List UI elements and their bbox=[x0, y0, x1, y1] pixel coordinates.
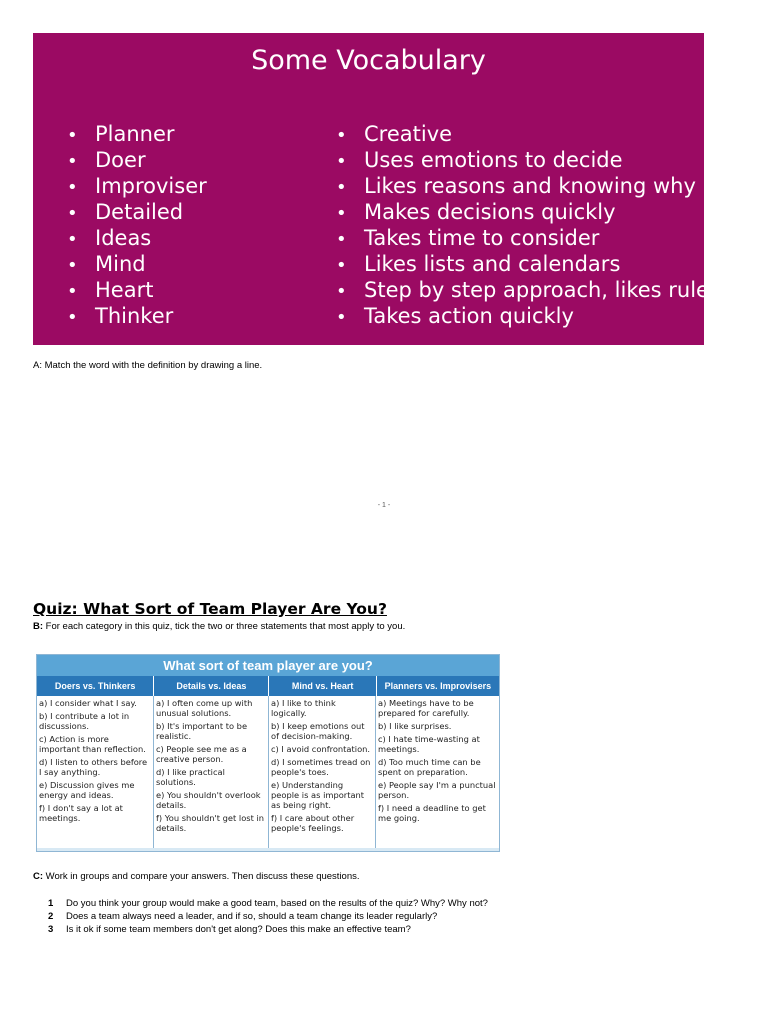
quiz-statement: c) People see me as a creative person. bbox=[156, 744, 247, 764]
bullet-icon: • bbox=[336, 255, 347, 276]
quiz-statement: a) Meetings have to be prepared for carefully. bbox=[378, 698, 474, 718]
quiz-statement: d) I sometimes tread on people's toes. bbox=[271, 757, 371, 777]
vocabulary-item bbox=[336, 173, 720, 199]
quiz-statement: b) I like surprises. bbox=[378, 721, 452, 731]
quiz-column-header: Details vs. Ideas bbox=[154, 676, 269, 696]
vocabulary-item bbox=[336, 147, 720, 173]
bullet-icon: • bbox=[336, 229, 347, 250]
quiz-statement: d) I like practical solutions. bbox=[156, 767, 225, 787]
vocabulary-text: Uses emotions to decide bbox=[364, 148, 623, 172]
vocabulary-text: Step by step approach, likes rules bbox=[364, 278, 720, 302]
quiz-statement: f) I don't say a lot at meetings. bbox=[39, 803, 123, 823]
question-text: Is it ok if some team members don't get along? Does this make an effective team? bbox=[66, 924, 411, 935]
vocabulary-definition-list bbox=[336, 121, 720, 329]
quiz-column-header: Mind vs. Heart bbox=[269, 676, 376, 696]
quiz-statement: e) You shouldn't overlook details. bbox=[156, 790, 261, 810]
quiz-column-planners-improvisers bbox=[376, 696, 499, 848]
page-number: - 1 - bbox=[377, 502, 391, 509]
quiz-statement: b) I keep emotions out of decision-making. bbox=[271, 721, 365, 741]
vocabulary-item bbox=[67, 121, 207, 147]
quiz-table bbox=[36, 654, 500, 852]
vocabulary-item bbox=[336, 121, 720, 147]
vocabulary-item bbox=[67, 225, 207, 251]
bullet-icon: • bbox=[67, 125, 78, 146]
vocabulary-text: Doer bbox=[95, 148, 146, 172]
instruction-c-text: Work in groups and compare your answers. Then discuss these questions. bbox=[43, 871, 360, 882]
quiz-statement: a) I like to think logically. bbox=[271, 698, 336, 718]
instruction-b-text: For each category in this quiz, tick the two or three statements that most apply to you. bbox=[43, 621, 406, 632]
vocabulary-item bbox=[67, 199, 207, 225]
bullet-icon: • bbox=[67, 229, 78, 250]
discussion-question bbox=[48, 923, 488, 936]
quiz-statement: b) It's important to be realistic. bbox=[156, 721, 248, 741]
question-text: Does a team always need a leader, and if so, should a team change its leader regularly? bbox=[66, 911, 438, 922]
quiz-header-row bbox=[37, 676, 499, 696]
bullet-icon: • bbox=[67, 307, 78, 328]
vocabulary-item bbox=[336, 303, 720, 329]
vocabulary-text: Heart bbox=[95, 278, 154, 302]
vocabulary-item bbox=[336, 277, 720, 303]
vocabulary-word-list bbox=[67, 121, 207, 329]
quiz-statement: e) People say I'm a punctual person. bbox=[378, 780, 496, 800]
question-number: 2 bbox=[48, 911, 54, 922]
vocabulary-item bbox=[336, 199, 720, 225]
vocabulary-item bbox=[67, 251, 207, 277]
bullet-icon: • bbox=[336, 177, 347, 198]
discussion-question-list bbox=[48, 897, 488, 936]
instruction-b-label: B: bbox=[33, 621, 44, 632]
vocabulary-text: Makes decisions quickly bbox=[364, 200, 616, 224]
vocabulary-text: Creative bbox=[364, 122, 453, 146]
vocabulary-text: Planner bbox=[95, 122, 175, 146]
bullet-icon: • bbox=[67, 255, 78, 276]
slide-title: Some Vocabulary bbox=[251, 45, 486, 76]
quiz-statement: c) Action is more important than reflection. bbox=[39, 734, 146, 754]
quiz-statement: f) I need a deadline to get me going. bbox=[378, 803, 486, 823]
vocabulary-text: Takes time to consider bbox=[364, 226, 600, 250]
question-number: 1 bbox=[48, 898, 54, 909]
bullet-icon: • bbox=[336, 125, 347, 146]
quiz-statement: d) I listen to others before I say anything. bbox=[39, 757, 148, 777]
vocabulary-text: Detailed bbox=[95, 200, 184, 224]
vocabulary-text: Mind bbox=[95, 252, 146, 276]
bullet-icon: • bbox=[67, 177, 78, 198]
bullet-icon: • bbox=[336, 281, 347, 302]
vocabulary-item bbox=[67, 173, 207, 199]
bullet-icon: • bbox=[67, 151, 78, 172]
discussion-question bbox=[48, 910, 488, 923]
vocabulary-text: Thinker bbox=[95, 304, 174, 328]
quiz-statement: f) You shouldn't get lost in details. bbox=[156, 813, 265, 833]
bullet-icon: • bbox=[67, 281, 78, 302]
quiz-statement: a) I consider what I say. bbox=[39, 698, 137, 708]
quiz-statement: e) Discussion gives me energy and ideas. bbox=[39, 780, 135, 800]
instruction-c-label: C: bbox=[33, 871, 44, 882]
bullet-icon: • bbox=[336, 203, 347, 224]
bullet-icon: • bbox=[336, 151, 347, 172]
quiz-title: Quiz: What Sort of Team Player Are You? bbox=[33, 600, 387, 618]
bullet-icon: • bbox=[67, 203, 78, 224]
instruction-a: A: Match the word with the definition by drawing a line. bbox=[33, 360, 263, 371]
quiz-statement: c) I hate time-wasting at meetings. bbox=[378, 734, 480, 754]
vocabulary-text: Likes lists and calendars bbox=[364, 252, 621, 276]
quiz-statement: e) Understanding people is as important as being right. bbox=[271, 780, 365, 810]
vocabulary-text: Improviser bbox=[95, 174, 207, 198]
quiz-column-header: Planners vs. Improvisers bbox=[384, 681, 492, 691]
vocabulary-item bbox=[67, 147, 207, 173]
quiz-column-header: Doers vs. Thinkers bbox=[37, 676, 154, 696]
question-text: Do you think your group would make a good team, based on the results of the quiz? Why? Why not? bbox=[66, 898, 488, 909]
quiz-statement: c) I avoid confrontation. bbox=[271, 744, 371, 754]
bullet-icon: • bbox=[336, 307, 347, 328]
instruction-b bbox=[33, 621, 405, 632]
quiz-banner: What sort of team player are you? bbox=[37, 655, 499, 676]
quiz-body bbox=[37, 696, 499, 848]
vocabulary-text: Likes reasons and knowing why bbox=[364, 174, 696, 198]
discussion-question bbox=[48, 897, 488, 910]
quiz-statement: f) I care about other people's feelings. bbox=[271, 813, 355, 833]
quiz-statement: d) Too much time can be spent on preparation. bbox=[378, 757, 481, 777]
quiz-statement: a) I often come up with unusual solutions. bbox=[156, 698, 253, 718]
quiz-column-mind-heart bbox=[269, 696, 376, 848]
vocabulary-text: Ideas bbox=[95, 226, 152, 250]
vocabulary-text: Takes action quickly bbox=[364, 304, 574, 328]
quiz-column-doers-thinkers bbox=[37, 696, 154, 848]
vocabulary-item bbox=[336, 225, 720, 251]
vocabulary-item bbox=[67, 303, 207, 329]
vocabulary-item bbox=[336, 251, 720, 277]
quiz-column-details-ideas bbox=[154, 696, 269, 848]
vocabulary-item bbox=[67, 277, 207, 303]
quiz-statement: b) I contribute a lot in discussions. bbox=[39, 711, 130, 731]
question-number: 3 bbox=[48, 924, 54, 935]
vocabulary-slide bbox=[33, 33, 720, 345]
instruction-c bbox=[33, 871, 360, 882]
